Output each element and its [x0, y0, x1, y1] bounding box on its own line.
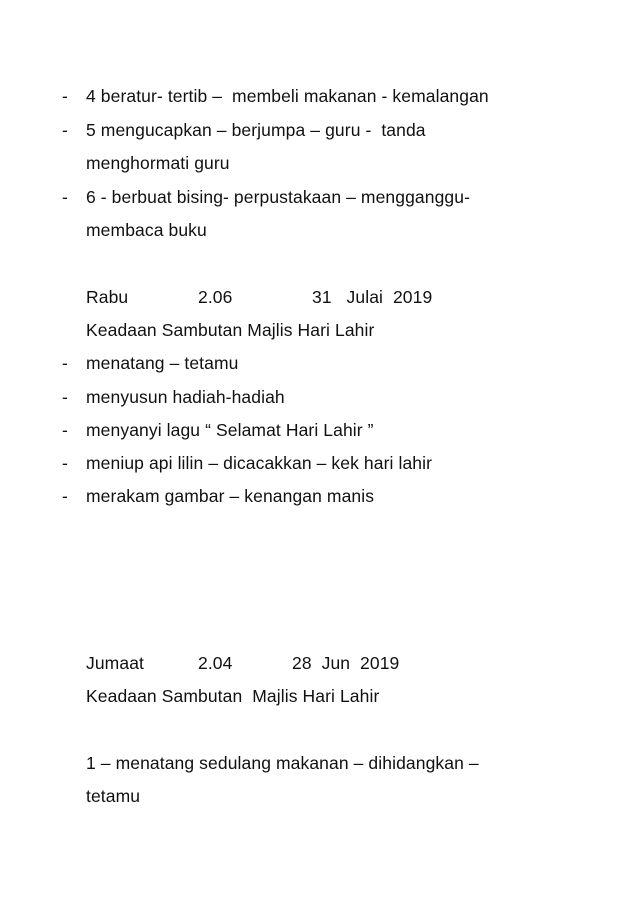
section2-date: 31 Julai 2019 — [312, 287, 433, 307]
bullet-dash: - — [62, 453, 68, 473]
list-item-3-line-2: membaca buku — [86, 220, 207, 240]
section3-code: 2.04 — [198, 653, 233, 673]
section2-code: 2.06 — [198, 287, 233, 307]
section3-day: Jumaat — [86, 653, 144, 673]
section2-title: Keadaan Sambutan Majlis Hari Lahir — [86, 320, 375, 340]
section3-title: Keadaan Sambutan Majlis Hari Lahir — [86, 686, 380, 706]
list-item-1-line-1: 4 beratur- tertib – membeli makanan - kemalangan — [86, 86, 489, 106]
section2-item-4: meniup api lilin – dicacakkan – kek hari lahir — [86, 453, 433, 473]
bullet-dash: - — [62, 187, 68, 207]
section2-item-3: menyanyi lagu “ Selamat Hari Lahir ” — [86, 420, 374, 440]
list-item-2-line-2: menghormati guru — [86, 153, 230, 173]
section3-date: 28 Jun 2019 — [292, 653, 400, 673]
section3-item-line-2: tetamu — [86, 786, 141, 806]
bullet-dash: - — [62, 486, 68, 506]
section2-item-1: menatang – tetamu — [86, 353, 239, 373]
list-item-3-line-1: 6 - berbuat bising- perpustakaan – mengganggu- — [86, 187, 471, 207]
section2-item-2: menyusun hadiah-hadiah — [86, 387, 285, 407]
bullet-dash: - — [62, 420, 68, 440]
bullet-dash: - — [62, 353, 68, 373]
bullet-dash: - — [62, 387, 68, 407]
bullet-dash: - — [62, 120, 68, 140]
bullet-dash: - — [62, 86, 68, 106]
section3-item-line-1: 1 – menatang sedulang makanan – dihidangkan – — [86, 753, 479, 773]
list-item-2-line-1: 5 mengucapkan – berjumpa – guru - tanda — [86, 120, 426, 140]
section2-day: Rabu — [86, 287, 129, 307]
section2-item-5: merakam gambar – kenangan manis — [86, 486, 375, 506]
